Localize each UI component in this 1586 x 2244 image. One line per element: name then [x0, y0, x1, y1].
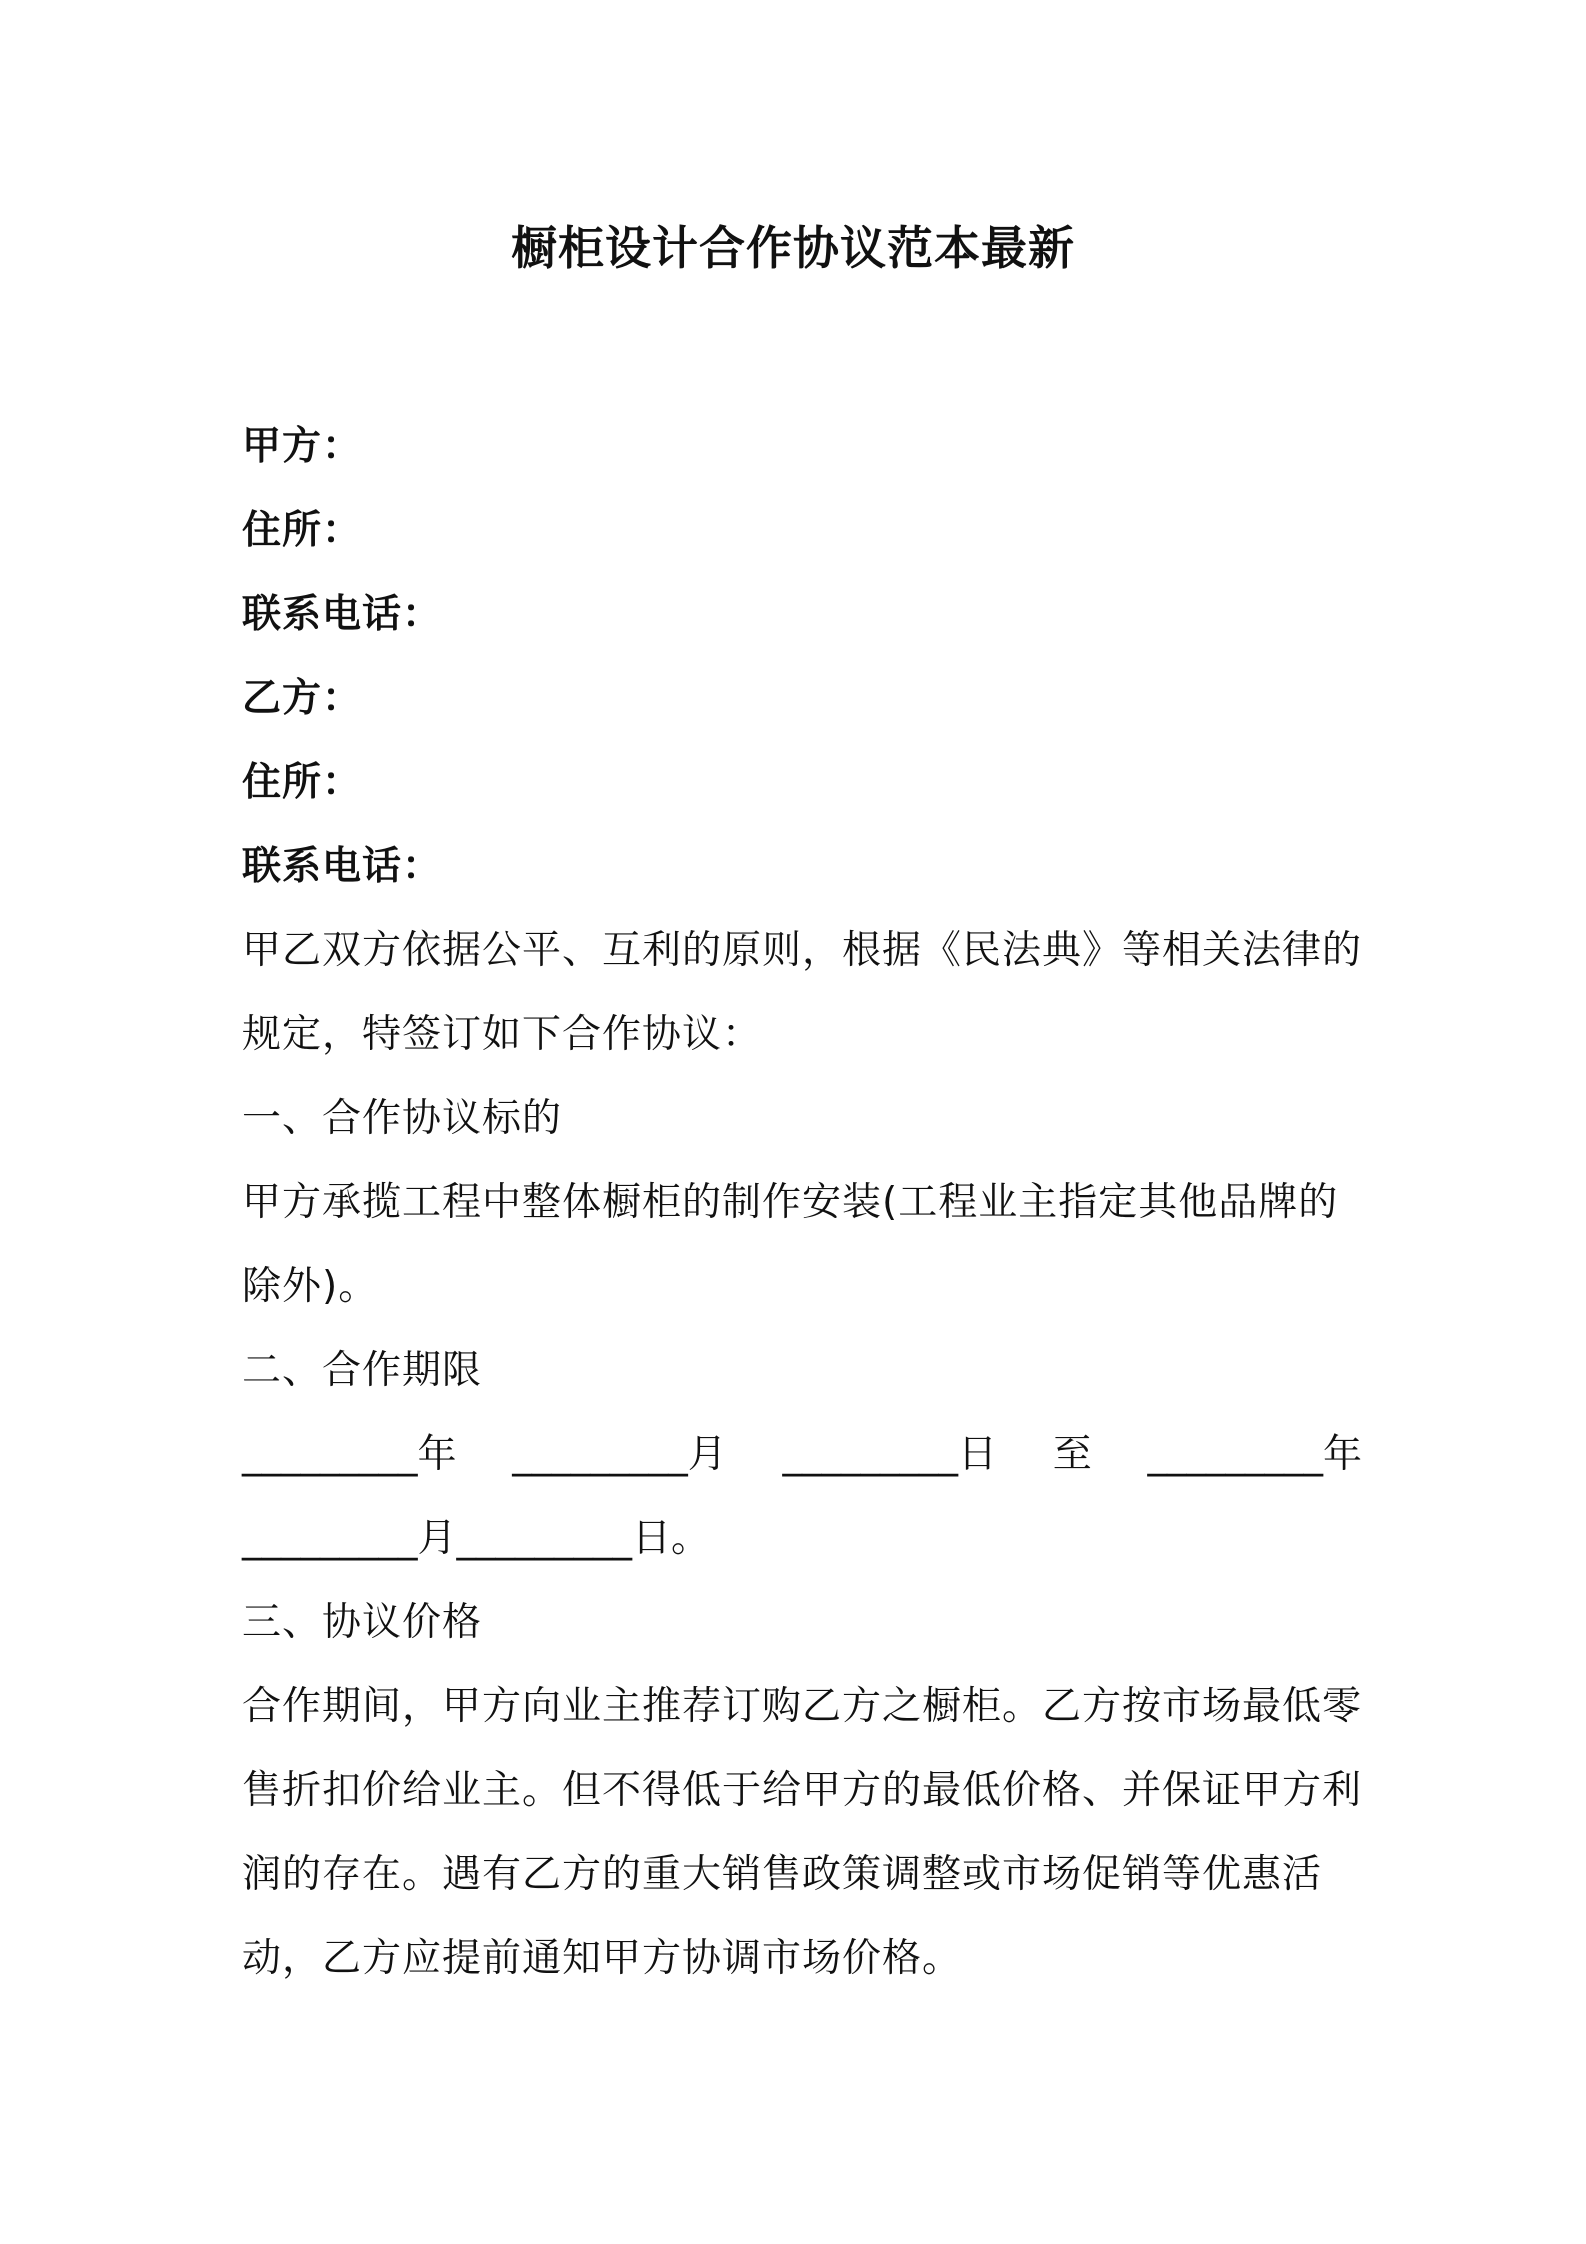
section-3-paragraph: 合作期间，甲方向业主推荐订购乙方之橱柜。乙方按市场最低零售折扣价给业主。但不得低于给甲方的最低价格、并保证甲方利润的存在。遇有乙方的重大销售政策调整或市场促销等优惠活动，乙方应提前通知甲方协调市场价格。 — [242, 1684, 1363, 1981]
preamble-paragraph: 甲乙双方依据公平、互利的原则，根据《民法典》等相关法律的规定，特签订如下合作协议： — [242, 928, 1363, 1057]
party-b-label: 乙方： — [242, 676, 363, 721]
document-body — [242, 405, 1362, 2001]
end-year-blank: _________年 — [1147, 1432, 1362, 1477]
section-1-paragraph: 甲方承揽工程中整体橱柜的制作安装(工程业主指定其他品牌的除外)。 — [242, 1180, 1339, 1309]
document-title: 橱柜设计合作协议范本最新 — [511, 221, 1075, 275]
start-day-blank: _________日 — [782, 1432, 997, 1477]
section-2-heading: 二、合作期限 — [242, 1348, 483, 1393]
party-a-label: 甲方： — [242, 424, 363, 469]
term-date-line-2: _________月_________日。 — [242, 1516, 711, 1561]
section-3-heading: 三、协议价格 — [242, 1600, 483, 1645]
start-month-blank: _________月 — [512, 1432, 727, 1477]
party-b-address-label: 住所： — [242, 760, 363, 805]
to-word: 至 — [1052, 1432, 1092, 1477]
party-a-address-label: 住所： — [242, 508, 363, 553]
start-year-blank: _________年 — [242, 1432, 457, 1477]
party-a-phone-label: 联系电话： — [242, 592, 443, 637]
section-1-heading: 一、合作协议标的 — [242, 1096, 563, 1141]
term-date-line-1 — [242, 1413, 1362, 1497]
party-b-phone-label: 联系电话： — [242, 844, 443, 889]
